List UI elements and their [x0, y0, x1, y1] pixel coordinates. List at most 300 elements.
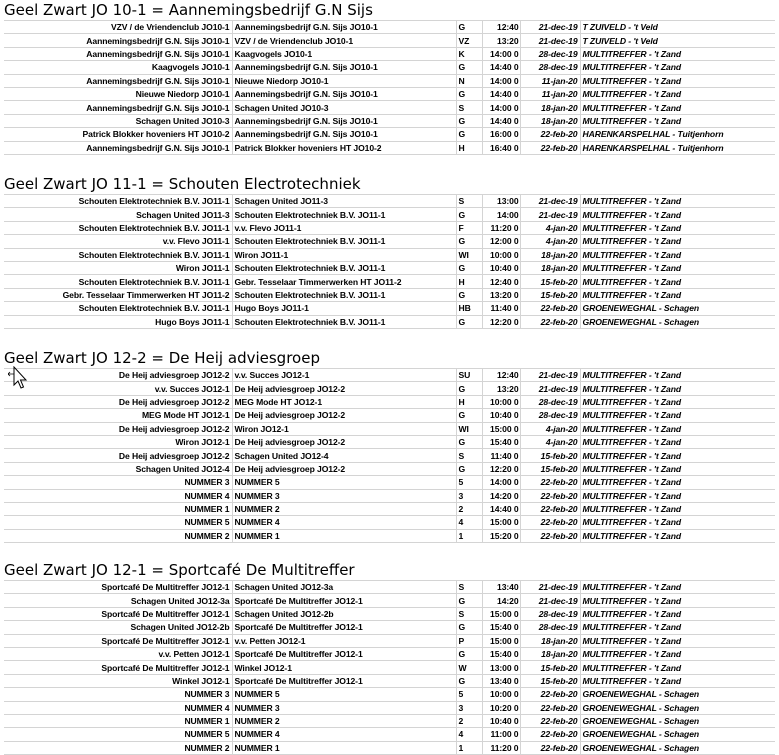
time-cell: 10:00 0 — [482, 688, 520, 701]
code-cell: G — [456, 594, 482, 607]
table-row — [4, 208, 775, 221]
date-cell: 4-jan-20 — [520, 422, 580, 435]
home-team-cell: NUMMER 2 — [4, 529, 232, 542]
home-team-cell: De Heij adviesgroep JO12-2 — [4, 449, 232, 462]
code-cell: W — [456, 661, 482, 674]
table-row — [4, 674, 775, 687]
date-cell: 28-dec-19 — [520, 61, 580, 74]
time-cell: 15:00 0 — [482, 516, 520, 529]
time-cell: 15:40 0 — [482, 621, 520, 634]
home-team-cell: Aannemingsbedrijf G.N. Sijs JO10-1 — [4, 74, 232, 87]
table-row — [4, 476, 775, 489]
code-cell: H — [456, 275, 482, 288]
time-cell: 11:40 0 — [482, 449, 520, 462]
home-team-cell: NUMMER 3 — [4, 476, 232, 489]
location-cell: MULTITREFFER - 't Zand — [580, 502, 775, 515]
location-cell: MULTITREFFER - 't Zand — [580, 114, 775, 127]
table-row — [4, 502, 775, 515]
code-cell: G — [456, 462, 482, 475]
home-team-cell: Aannemingsbedrijf G.N. Sijs JO10-1 — [4, 47, 232, 60]
location-cell: MULTITREFFER - 't Zand — [580, 47, 775, 60]
time-cell: 15:40 0 — [482, 435, 520, 448]
date-cell: 18-jan-20 — [520, 634, 580, 647]
location-cell: GROENEWEGHAL - Schagen — [580, 688, 775, 701]
table-row — [4, 449, 775, 462]
home-team-cell: Schagen United JO12-3a — [4, 594, 232, 607]
table-row — [4, 34, 775, 47]
date-cell: 28-dec-19 — [520, 621, 580, 634]
date-cell: 15-feb-20 — [520, 288, 580, 301]
date-cell: 21-dec-19 — [520, 208, 580, 221]
time-cell: 15:20 0 — [482, 529, 520, 542]
time-cell: 14:40 0 — [482, 61, 520, 74]
location-cell: MULTITREFFER - 't Zand — [580, 195, 775, 208]
time-cell: 13:40 0 — [482, 674, 520, 687]
code-cell: G — [456, 382, 482, 395]
table-row — [4, 87, 775, 100]
home-team-cell: Kaagvogels JO10-1 — [4, 61, 232, 74]
away-team-cell: NUMMER 2 — [232, 502, 456, 515]
date-cell: 22-feb-20 — [520, 302, 580, 315]
code-cell: G — [456, 128, 482, 141]
code-cell: HB — [456, 302, 482, 315]
time-cell: 14:00 0 — [482, 74, 520, 87]
table-row — [4, 435, 775, 448]
away-team-cell: v.v. Succes JO12-1 — [232, 369, 456, 382]
location-cell: MULTITREFFER - 't Zand — [580, 208, 775, 221]
location-cell: GROENEWEGHAL - Schagen — [580, 315, 775, 328]
table-row — [4, 489, 775, 502]
time-cell: 15:00 0 — [482, 634, 520, 647]
location-cell: MULTITREFFER - 't Zand — [580, 489, 775, 502]
date-cell: 22-feb-20 — [520, 489, 580, 502]
date-cell: 22-feb-20 — [520, 141, 580, 154]
code-cell: P — [456, 634, 482, 647]
away-team-cell: Gebr. Tesselaar Timmerwerken HT JO11-2 — [232, 275, 456, 288]
table-row — [4, 248, 775, 261]
away-team-cell: Schouten Elektrotechniek B.V. JO11-1 — [232, 315, 456, 328]
table-row — [4, 288, 775, 301]
time-cell: 13:20 — [482, 382, 520, 395]
table-row — [4, 101, 775, 114]
table-row — [4, 581, 775, 594]
table-row — [4, 395, 775, 408]
home-team-cell: Nieuwe Niedorp JO10-1 — [4, 87, 232, 100]
time-cell: 14:00 0 — [482, 476, 520, 489]
location-cell: T ZUIVELD - 't Veld — [580, 21, 775, 34]
location-cell: HARENKARSPELHAL - Tuitjenhorn — [580, 141, 775, 154]
home-team-cell: Schouten Elektrotechniek B.V. JO11-1 — [4, 195, 232, 208]
date-cell: 22-feb-20 — [520, 688, 580, 701]
code-cell: H — [456, 141, 482, 154]
schedule-table — [4, 20, 775, 155]
away-team-cell: Hugo Boys JO11-1 — [232, 302, 456, 315]
home-team-cell: NUMMER 4 — [4, 489, 232, 502]
table-row — [4, 607, 775, 620]
location-cell: MULTITREFFER - 't Zand — [580, 235, 775, 248]
code-cell: 1 — [456, 741, 482, 754]
date-cell: 22-feb-20 — [520, 315, 580, 328]
code-cell: 4 — [456, 516, 482, 529]
away-team-cell: Schagen United JO12-3a — [232, 581, 456, 594]
location-cell: MULTITREFFER - 't Zand — [580, 369, 775, 382]
away-team-cell: Sportcafé De Multitreffer JO12-1 — [232, 594, 456, 607]
time-cell: 15:40 0 — [482, 647, 520, 660]
away-team-cell: NUMMER 4 — [232, 516, 456, 529]
time-cell: 14:20 — [482, 594, 520, 607]
date-cell: 15-feb-20 — [520, 462, 580, 475]
date-cell: 18-jan-20 — [520, 647, 580, 660]
home-team-cell: Schouten Elektrotechniek B.V. JO11-1 — [4, 221, 232, 234]
time-cell: 10:20 0 — [482, 701, 520, 714]
table-row — [4, 21, 775, 34]
home-team-cell: Winkel JO12-1 — [4, 674, 232, 687]
date-cell: 21-dec-19 — [520, 34, 580, 47]
home-team-cell: Schagen United JO12-4 — [4, 462, 232, 475]
code-cell: S — [456, 581, 482, 594]
location-cell: MULTITREFFER - 't Zand — [580, 409, 775, 422]
code-cell: 2 — [456, 714, 482, 727]
away-team-cell: De Heij adviesgroep JO12-2 — [232, 382, 456, 395]
table-row — [4, 74, 775, 87]
table-row — [4, 409, 775, 422]
code-cell: G — [456, 435, 482, 448]
away-team-cell: Schouten Elektrotechniek B.V. JO11-1 — [232, 288, 456, 301]
location-cell: MULTITREFFER - 't Zand — [580, 74, 775, 87]
code-cell: S — [456, 195, 482, 208]
home-team-cell: Schagen United JO10-3 — [4, 114, 232, 127]
time-cell: 10:40 0 — [482, 409, 520, 422]
home-team-cell: Schagen United JO12-2b — [4, 621, 232, 634]
code-cell: 2 — [456, 502, 482, 515]
table-row — [4, 701, 775, 714]
date-cell: 4-jan-20 — [520, 221, 580, 234]
away-team-cell: Wiron JO12-1 — [232, 422, 456, 435]
away-team-cell: Patrick Blokker hoveniers HT JO10-2 — [232, 141, 456, 154]
home-team-cell: Schouten Elektrotechniek B.V. JO11-1 — [4, 248, 232, 261]
away-team-cell: v.v. Petten JO12-1 — [232, 634, 456, 647]
date-cell: 11-jan-20 — [520, 87, 580, 100]
away-team-cell: Aannemingsbedrijf G.N. Sijs JO10-1 — [232, 87, 456, 100]
table-row — [4, 61, 775, 74]
table-row — [4, 47, 775, 60]
away-team-cell: NUMMER 5 — [232, 688, 456, 701]
location-cell: MULTITREFFER - 't Zand — [580, 674, 775, 687]
date-cell: 28-dec-19 — [520, 607, 580, 620]
date-cell: 22-feb-20 — [520, 476, 580, 489]
code-cell: G — [456, 409, 482, 422]
table-row — [4, 382, 775, 395]
date-cell: 28-dec-19 — [520, 47, 580, 60]
away-team-cell: Schagen United JO12-4 — [232, 449, 456, 462]
move-cursor-icon — [8, 366, 28, 392]
code-cell: G — [456, 288, 482, 301]
date-cell: 4-jan-20 — [520, 435, 580, 448]
date-cell: 21-dec-19 — [520, 594, 580, 607]
away-team-cell: Winkel JO12-1 — [232, 661, 456, 674]
location-cell: MULTITREFFER - 't Zand — [580, 275, 775, 288]
away-team-cell: NUMMER 1 — [232, 529, 456, 542]
home-team-cell: NUMMER 1 — [4, 714, 232, 727]
schedule-table — [4, 368, 775, 543]
away-team-cell: NUMMER 3 — [232, 701, 456, 714]
time-cell: 14:40 0 — [482, 87, 520, 100]
location-cell: MULTITREFFER - 't Zand — [580, 87, 775, 100]
date-cell: 4-jan-20 — [520, 235, 580, 248]
date-cell: 28-dec-19 — [520, 395, 580, 408]
home-team-cell: NUMMER 4 — [4, 701, 232, 714]
date-cell: 22-feb-20 — [520, 728, 580, 741]
schedule-table — [4, 580, 775, 755]
code-cell: G — [456, 647, 482, 660]
location-cell: MULTITREFFER - 't Zand — [580, 101, 775, 114]
location-cell: GROENEWEGHAL - Schagen — [580, 728, 775, 741]
time-cell: 11:20 0 — [482, 221, 520, 234]
location-cell: MULTITREFFER - 't Zand — [580, 647, 775, 660]
date-cell: 21-dec-19 — [520, 195, 580, 208]
code-cell: G — [456, 674, 482, 687]
time-cell: 12:40 — [482, 369, 520, 382]
location-cell: MULTITREFFER - 't Zand — [580, 607, 775, 620]
location-cell: MULTITREFFER - 't Zand — [580, 516, 775, 529]
away-team-cell: Kaagvogels JO10-1 — [232, 47, 456, 60]
date-cell: 22-feb-20 — [520, 128, 580, 141]
away-team-cell: De Heij adviesgroep JO12-2 — [232, 409, 456, 422]
table-row — [4, 661, 775, 674]
time-cell: 14:00 0 — [482, 47, 520, 60]
location-cell: MULTITREFFER - 't Zand — [580, 435, 775, 448]
table-row — [4, 634, 775, 647]
away-team-cell: NUMMER 1 — [232, 741, 456, 754]
code-cell: G — [456, 87, 482, 100]
table-row — [4, 315, 775, 328]
table-row — [4, 714, 775, 727]
date-cell: 22-feb-20 — [520, 741, 580, 754]
date-cell: 18-jan-20 — [520, 114, 580, 127]
home-team-cell: De Heij adviesgroep JO12-2 — [4, 422, 232, 435]
table-row — [4, 594, 775, 607]
location-cell: MULTITREFFER - 't Zand — [580, 422, 775, 435]
time-cell: 10:40 0 — [482, 714, 520, 727]
away-team-cell: Aannemingsbedrijf G.N. Sijs JO10-1 — [232, 128, 456, 141]
code-cell: G — [456, 61, 482, 74]
time-cell: 10:40 0 — [482, 261, 520, 274]
code-cell: S — [456, 449, 482, 462]
away-team-cell: Sportcafé De Multitreffer JO12-1 — [232, 647, 456, 660]
code-cell: WI — [456, 422, 482, 435]
home-team-cell: v.v. Succes JO12-1 — [4, 382, 232, 395]
table-row — [4, 235, 775, 248]
away-team-cell: Aannemingsbedrijf G.N. Sijs JO10-1 — [232, 61, 456, 74]
code-cell: G — [456, 315, 482, 328]
table-row — [4, 462, 775, 475]
home-team-cell: NUMMER 2 — [4, 741, 232, 754]
time-cell: 14:40 0 — [482, 114, 520, 127]
code-cell: G — [456, 621, 482, 634]
time-cell: 10:00 0 — [482, 395, 520, 408]
time-cell: 14:00 — [482, 208, 520, 221]
home-team-cell: NUMMER 5 — [4, 728, 232, 741]
time-cell: 13:20 0 — [482, 288, 520, 301]
home-team-cell: Patrick Blokker hoveniers HT JO10-2 — [4, 128, 232, 141]
location-cell: MULTITREFFER - 't Zand — [580, 261, 775, 274]
date-cell: 21-dec-19 — [520, 382, 580, 395]
home-team-cell: Aannemingsbedrijf G.N. Sijs JO10-1 — [4, 34, 232, 47]
table-row — [4, 741, 775, 754]
time-cell: 16:40 0 — [482, 141, 520, 154]
home-team-cell: Wiron JO11-1 — [4, 261, 232, 274]
code-cell: SU — [456, 369, 482, 382]
code-cell: 5 — [456, 688, 482, 701]
date-cell: 15-feb-20 — [520, 275, 580, 288]
home-team-cell: Schagen United JO11-3 — [4, 208, 232, 221]
home-team-cell: De Heij adviesgroep JO12-2 — [4, 369, 232, 382]
away-team-cell: Sportcafé De Multitreffer JO12-1 — [232, 621, 456, 634]
table-row — [4, 516, 775, 529]
time-cell: 14:20 0 — [482, 489, 520, 502]
code-cell: H — [456, 395, 482, 408]
date-cell: 28-dec-19 — [520, 409, 580, 422]
date-cell: 18-jan-20 — [520, 248, 580, 261]
code-cell: 1 — [456, 529, 482, 542]
date-cell: 22-feb-20 — [520, 701, 580, 714]
location-cell: MULTITREFFER - 't Zand — [580, 395, 775, 408]
away-team-cell: Wiron JO11-1 — [232, 248, 456, 261]
location-cell: MULTITREFFER - 't Zand — [580, 382, 775, 395]
date-cell: 21-dec-19 — [520, 581, 580, 594]
section-title: Geel Zwart JO 11-1 = Schouten Electrotechniek — [4, 175, 361, 193]
table-row — [4, 128, 775, 141]
away-team-cell: De Heij adviesgroep JO12-2 — [232, 435, 456, 448]
table-row — [4, 114, 775, 127]
home-team-cell: Sportcafé De Multitreffer JO12-1 — [4, 581, 232, 594]
home-team-cell: Aannemingsbedrijf G.N. Sijs JO10-1 — [4, 101, 232, 114]
away-team-cell: NUMMER 3 — [232, 489, 456, 502]
date-cell: 11-jan-20 — [520, 74, 580, 87]
home-team-cell: Sportcafé De Multitreffer JO12-1 — [4, 634, 232, 647]
table-row — [4, 275, 775, 288]
away-team-cell: Schouten Elektrotechniek B.V. JO11-1 — [232, 261, 456, 274]
home-team-cell: Schouten Elektrotechniek B.V. JO11-1 — [4, 275, 232, 288]
date-cell: 15-feb-20 — [520, 449, 580, 462]
table-row — [4, 141, 775, 154]
away-team-cell: Schagen United JO11-3 — [232, 195, 456, 208]
code-cell: 3 — [456, 701, 482, 714]
time-cell: 11:00 0 — [482, 728, 520, 741]
schedule-table — [4, 194, 775, 329]
table-row — [4, 621, 775, 634]
code-cell: G — [456, 261, 482, 274]
away-team-cell: v.v. Flevo JO11-1 — [232, 221, 456, 234]
code-cell: G — [456, 21, 482, 34]
home-team-cell: MEG Mode HT JO12-1 — [4, 409, 232, 422]
location-cell: GROENEWEGHAL - Schagen — [580, 302, 775, 315]
location-cell: GROENEWEGHAL - Schagen — [580, 741, 775, 754]
section-title: Geel Zwart JO 12-1 = Sportcafé De Multitreffer — [4, 561, 355, 579]
away-team-cell: NUMMER 5 — [232, 476, 456, 489]
away-team-cell: MEG Mode HT JO12-1 — [232, 395, 456, 408]
location-cell: MULTITREFFER - 't Zand — [580, 581, 775, 594]
code-cell: K — [456, 47, 482, 60]
code-cell: G — [456, 208, 482, 221]
time-cell: 16:00 0 — [482, 128, 520, 141]
location-cell: MULTITREFFER - 't Zand — [580, 221, 775, 234]
time-cell: 15:00 0 — [482, 422, 520, 435]
time-cell: 14:40 0 — [482, 502, 520, 515]
location-cell: MULTITREFFER - 't Zand — [580, 661, 775, 674]
home-team-cell: v.v. Flevo JO11-1 — [4, 235, 232, 248]
date-cell: 21-dec-19 — [520, 21, 580, 34]
time-cell: 12:20 0 — [482, 315, 520, 328]
time-cell: 15:00 0 — [482, 607, 520, 620]
home-team-cell: Hugo Boys JO11-1 — [4, 315, 232, 328]
home-team-cell: NUMMER 5 — [4, 516, 232, 529]
table-row — [4, 302, 775, 315]
away-team-cell: Aannemingsbedrijf G.N. Sijs JO10-1 — [232, 114, 456, 127]
code-cell: S — [456, 101, 482, 114]
home-team-cell: Aannemingsbedrijf G.N. Sijs JO10-1 — [4, 141, 232, 154]
table-row — [4, 688, 775, 701]
section-title: Geel Zwart JO 10-1 = Aannemingsbedrijf G.N Sijs — [4, 1, 373, 19]
code-cell: G — [456, 235, 482, 248]
time-cell: 11:20 0 — [482, 741, 520, 754]
table-row — [4, 369, 775, 382]
away-team-cell: Nieuwe Niedorp JO10-1 — [232, 74, 456, 87]
time-cell: 11:40 0 — [482, 302, 520, 315]
away-team-cell: Schagen United JO12-2b — [232, 607, 456, 620]
home-team-cell: VZV / de Vriendenclub JO10-1 — [4, 21, 232, 34]
home-team-cell: Sportcafé De Multitreffer JO12-1 — [4, 661, 232, 674]
location-cell: T ZUIVELD - 't Veld — [580, 34, 775, 47]
away-team-cell: VZV / de Vriendenclub JO10-1 — [232, 34, 456, 47]
home-team-cell: Wiron JO12-1 — [4, 435, 232, 448]
away-team-cell: NUMMER 4 — [232, 728, 456, 741]
location-cell: MULTITREFFER - 't Zand — [580, 634, 775, 647]
home-team-cell: Schouten Elektrotechniek B.V. JO11-1 — [4, 302, 232, 315]
home-team-cell: NUMMER 1 — [4, 502, 232, 515]
table-row — [4, 728, 775, 741]
code-cell: 3 — [456, 489, 482, 502]
location-cell: MULTITREFFER - 't Zand — [580, 529, 775, 542]
date-cell: 15-feb-20 — [520, 661, 580, 674]
away-team-cell: De Heij adviesgroep JO12-2 — [232, 462, 456, 475]
home-team-cell: Gebr. Tesselaar Timmerwerken HT JO11-2 — [4, 288, 232, 301]
time-cell: 10:00 0 — [482, 248, 520, 261]
time-cell: 12:40 — [482, 21, 520, 34]
section-title: Geel Zwart JO 12-2 = De Heij adviesgroep — [4, 349, 320, 367]
location-cell: MULTITREFFER - 't Zand — [580, 288, 775, 301]
location-cell: GROENEWEGHAL - Schagen — [580, 701, 775, 714]
date-cell: 22-feb-20 — [520, 529, 580, 542]
location-cell: MULTITREFFER - 't Zand — [580, 449, 775, 462]
away-team-cell: Aannemingsbedrijf G.N. Sijs JO10-1 — [232, 21, 456, 34]
time-cell: 12:40 0 — [482, 275, 520, 288]
home-team-cell: NUMMER 3 — [4, 688, 232, 701]
time-cell: 13:20 — [482, 34, 520, 47]
location-cell: MULTITREFFER - 't Zand — [580, 594, 775, 607]
home-team-cell: v.v. Petten JO12-1 — [4, 647, 232, 660]
code-cell: WI — [456, 248, 482, 261]
location-cell: GROENEWEGHAL - Schagen — [580, 714, 775, 727]
time-cell: 13:00 0 — [482, 661, 520, 674]
away-team-cell: Schouten Elektrotechniek B.V. JO11-1 — [232, 208, 456, 221]
table-row — [4, 261, 775, 274]
away-team-cell: Schouten Elektrotechniek B.V. JO11-1 — [232, 235, 456, 248]
date-cell: 15-feb-20 — [520, 674, 580, 687]
code-cell: 5 — [456, 476, 482, 489]
date-cell: 21-dec-19 — [520, 369, 580, 382]
code-cell: G — [456, 114, 482, 127]
